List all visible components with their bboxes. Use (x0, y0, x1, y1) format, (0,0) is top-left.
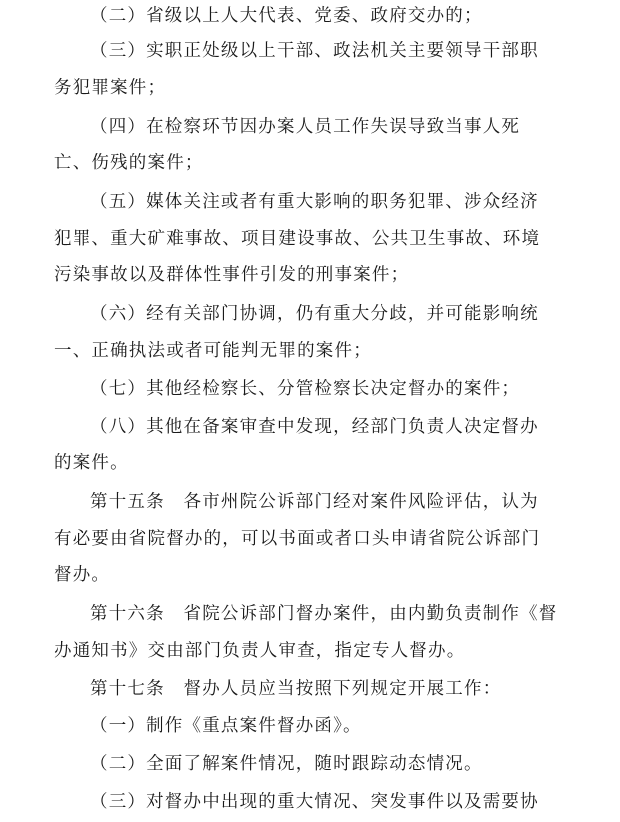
text-line: 犯罪、重大矿难事故、项目建设事故、公共卫生事故、环境 (54, 229, 541, 249)
text-line: 有必要由省院督办的，可以书面或者口头申请省院公诉部门 (54, 529, 541, 549)
text-line: （三）实职正处级以上干部、政法机关主要领导干部职 (90, 41, 539, 61)
text-line: 务犯罪案件； (54, 78, 167, 98)
text-line: （一）制作《重点案件督办函》。 (90, 716, 362, 736)
text-line: （五）媒体关注或者有重大影响的职务犯罪、涉众经济 (90, 192, 539, 212)
text-line: 第十七条 督办人员应当按照下列规定开展工作： (90, 679, 502, 699)
text-line: 污染事故以及群体性事件引发的刑事案件； (54, 265, 410, 285)
text-line: （二）全面了解案件情况，随时跟踪动态情况。 (90, 754, 483, 774)
text-line: 第十六条 省院公诉部门督办案件，由内勤负责制作《督 (90, 604, 558, 624)
text-line: （八）其他在备案审查中发现，经部门负责人决定督办 (90, 417, 539, 437)
text-line: 办通知书》交由部门负责人审查，指定专人督办。 (54, 641, 466, 661)
text-line: 亡、伤残的案件； (54, 153, 204, 173)
text-line: （四）在检察环节因办案人员工作失误导致当事人死 (90, 117, 521, 137)
text-line: 的案件。 (54, 453, 129, 473)
text-line: 督办。 (54, 565, 111, 585)
text-line: （三）对督办中出现的重大情况、突发事件以及需要协 (90, 792, 539, 812)
text-line: （六）经有关部门协调，仍有重大分歧，并可能影响统 (90, 304, 539, 324)
text-line: （二）省级以上人大代表、党委、政府交办的； (90, 6, 483, 26)
text-line: （七）其他经检察长、分管检察长决定督办的案件； (90, 379, 521, 399)
text-line: 一、正确执法或者可能判无罪的案件； (54, 341, 372, 361)
text-line: 第十五条 各市州院公诉部门经对案件风险评估，认为 (90, 492, 539, 512)
